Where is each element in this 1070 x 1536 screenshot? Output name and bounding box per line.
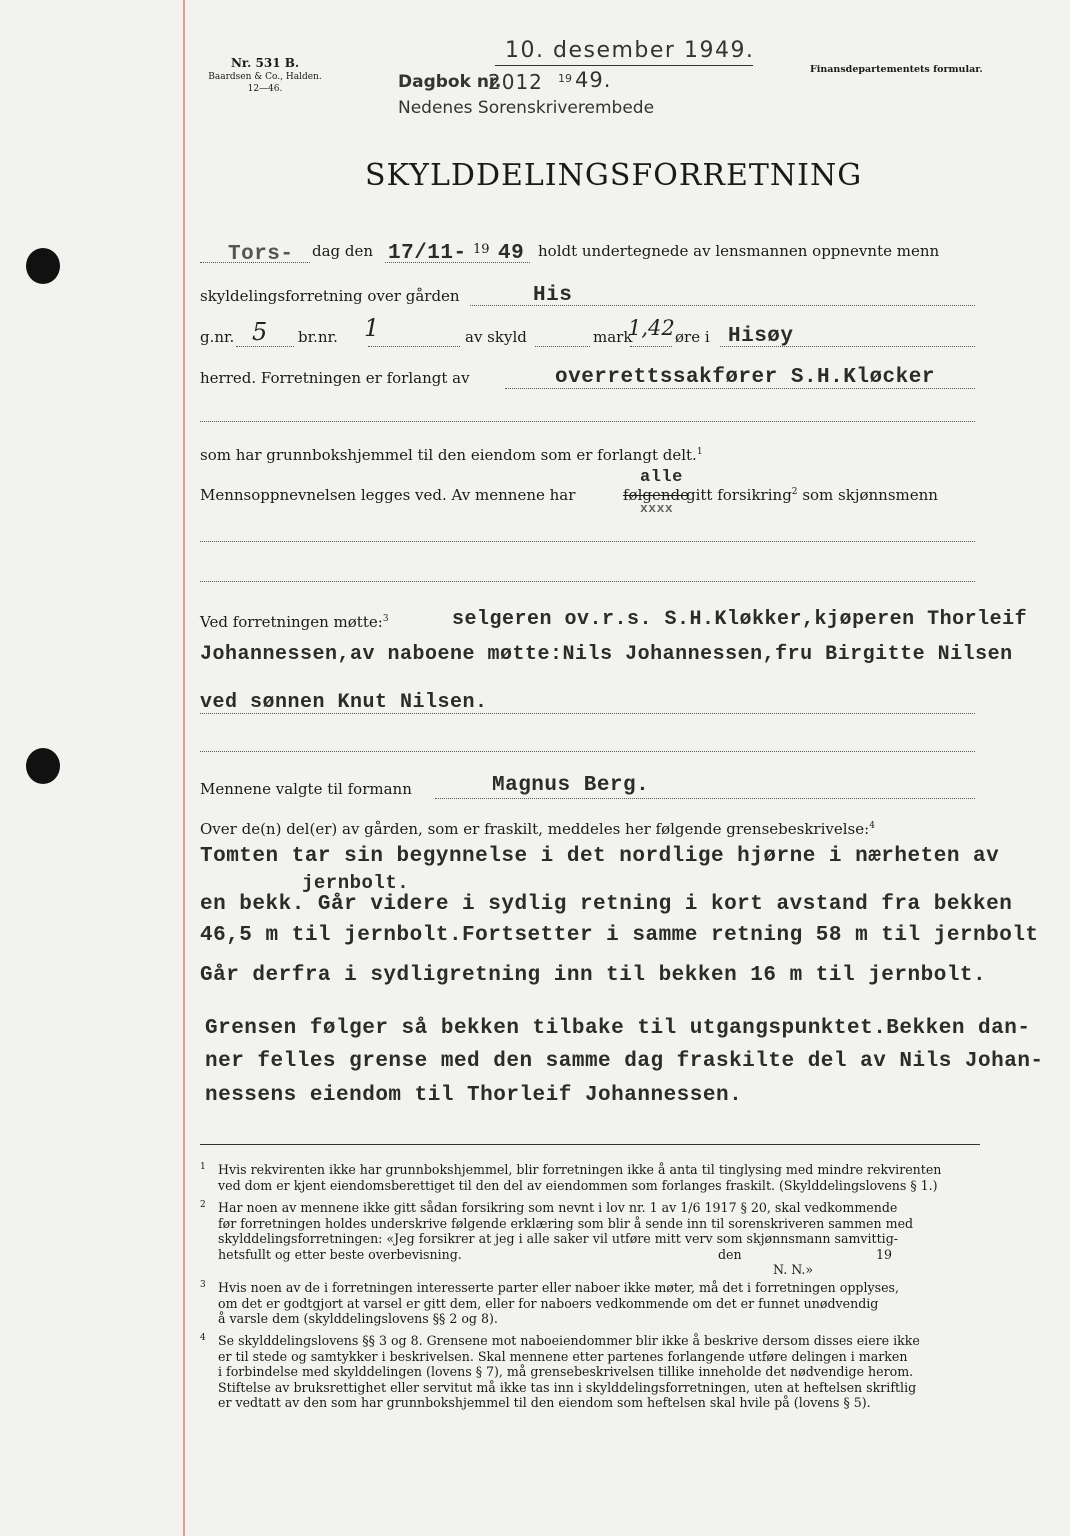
date-value: 17/11- <box>388 242 467 265</box>
boundary-line-7: nessens eiendom til Thorleif Johannessen. <box>205 1084 743 1107</box>
chairman-label: Mennene valgte til formann <box>200 780 412 798</box>
journal-year-prefix: 19 <box>558 72 572 85</box>
gnr-value: 5 <box>252 318 268 346</box>
journal-number: 2012 <box>488 70 543 94</box>
footnote-3: 3 Hvis noen av de i forretningen interesserte parter eller naboer ikke møter, må det i forretningen opplyses, om det er godtgjort at varsel er gitt dem, eller for naboers vedkommende om det er funnet unødvendig å varsle dem (skylddelingslovens §§ 2 og 8). <box>200 1280 899 1326</box>
boundary-line-3: 46,5 m til jernbolt.Fortsetter i samme retning 58 m til jernbolt <box>200 924 1039 947</box>
line1-tail: holdt undertegnede av lensmannen oppnevnte menn <box>538 242 940 260</box>
grunnbok-line: som har grunnbokshjemmel til den eiendom som er forlangt delt.$^1$ <box>200 446 703 464</box>
date-underline <box>495 65 753 66</box>
requested-by: overrettssakfører S.H.Kløcker <box>555 366 935 389</box>
punch-hole-bottom <box>26 748 60 784</box>
farm-name: His <box>533 284 573 307</box>
boundary-line-6: ner felles grense med den samme dag fraskilte del av Nils Johan- <box>205 1050 1044 1073</box>
menn-xxx: xxxx <box>640 501 674 516</box>
date-stamp: 10. desember 1949. <box>505 38 755 63</box>
margin-line <box>183 0 185 1536</box>
boundary-line-2: en bekk. Går videre i sydlig retning i kort avstand fra bekken <box>200 893 1013 916</box>
year-value: 49 <box>498 242 525 265</box>
attendance-line-1: selgeren ov.r.s. S.H.Kløkker,kjøperen Thorleif <box>452 608 1028 631</box>
menn-line-b: gitt forsikring$^2$ som skjønnsmenn <box>686 486 938 504</box>
print-date: 12—46. <box>247 84 283 94</box>
attendance-label: Ved forretningen møtte:$^3$ <box>200 613 389 631</box>
menn-inserted: alle <box>640 468 683 487</box>
form-title: SKYLDDELINGSFORRETNING <box>365 158 863 193</box>
skyld-label: av skyld <box>465 328 527 346</box>
year-prefix: 19 <box>473 242 490 257</box>
form-number: Nr. 531 B. <box>230 56 300 70</box>
herred-label: herred. Forretningen er forlangt av <box>200 369 470 387</box>
menn-line-a: Mennsoppnevnelsen legges ved. Av mennene har <box>200 486 576 504</box>
boundary-line-5: Grensen følger så bekken tilbake til utgangspunktet.Bekken dan- <box>205 1017 1031 1040</box>
footnote-rule <box>200 1144 980 1145</box>
boundary-line-4: Går derfra i sydligretning inn til bekken 16 m til jernbolt. <box>200 964 987 987</box>
ore-label: øre i <box>675 328 710 346</box>
printer-name: Baardsen & Co., Halden. <box>208 72 322 82</box>
ministry-form-label: Finansdepartementets formular. <box>810 64 983 75</box>
brnr-value: 1 <box>364 314 380 342</box>
brnr-label: br.nr. <box>298 328 338 346</box>
office-stamp: Nedenes Sorenskriverembede <box>398 98 655 118</box>
journal-year: 49. <box>575 68 612 92</box>
footnote-2: 2 Har noen av mennene ikke gitt sådan forsikring som nevnt i lov nr. 1 av 1/6 1917 § 20, skal vedkommende før forretningen holdes underskrive følgende erklæring som blir å sende inn til sorenskriveren sammen med skylddelingsforretningen: «Jeg forsikrer at jeg i alle saker vil utføre mitt verv som skjønnsmann samvittig- hetsfullt og etter beste overbevisning. den 19 N. N.» <box>200 1200 914 1277</box>
municipality: Hisøy <box>728 325 794 348</box>
attendance-line-2: Johannessen,av naboene møtte:Nils Johannessen,fru Birgitte Nilsen <box>200 643 1013 666</box>
footnote-1: 1 Hvis rekvirenten ikke har grunnbokshjemmel, blir forretningen ikke å anta til tinglysing med mindre rekvirenten ved dom er kjent eiendomsberettiget til den del av eiendommen som forlanges fraskilt. (Skylddelingslovens § 1.) <box>200 1162 942 1193</box>
gnr-label: g.nr. <box>200 328 235 346</box>
chairman-name: Magnus Berg. <box>492 774 650 797</box>
boundary-insert: jernbolt. <box>302 872 410 894</box>
mark-value: 1,42 <box>628 316 675 340</box>
mark-label: mark <box>593 328 633 346</box>
menn-struck: følgende <box>623 486 689 504</box>
boundary-line-1: Tomten tar sin begynnelse i det nordlige hjørne i nærheten av <box>200 845 1000 868</box>
attendance-line-3: ved sønnen Knut Nilsen. <box>200 691 488 714</box>
punch-hole-top <box>26 248 60 284</box>
day-value: Tors- <box>228 243 294 266</box>
farm-label: skyldelingsforretning over gården <box>200 287 460 305</box>
footnote-4: 4 Se skylddelingslovens §§ 3 og 8. Grensene mot naboeiendommer blir ikke å beskrive dersom disses eiere ikke er til stede og samtykker i beskrivelsen. Skal mennene etter partenes forlangende utføre delingen i marken i forbindelse med skylddelingen (lovens § 7), må grensebeskrivelsen tillike inneholde det nødvendige herom. Stiftelse av bruksrettighet eller servitut må ikke tas inn i skylddelingsforretningen, uten at heftelsen skriftlig er vedtatt av den som har grunnbokshjemmel til den eiendom som heftelsen skal hvile på (lovens § 5). <box>200 1333 920 1410</box>
journal-label: Dagbok nr. <box>398 72 502 92</box>
boundary-label: Over de(n) del(er) av gården, som er fraskilt, meddeles her følgende grensebeskrivelse:$^4$ <box>200 820 875 838</box>
day-suffix: dag den <box>312 242 374 260</box>
